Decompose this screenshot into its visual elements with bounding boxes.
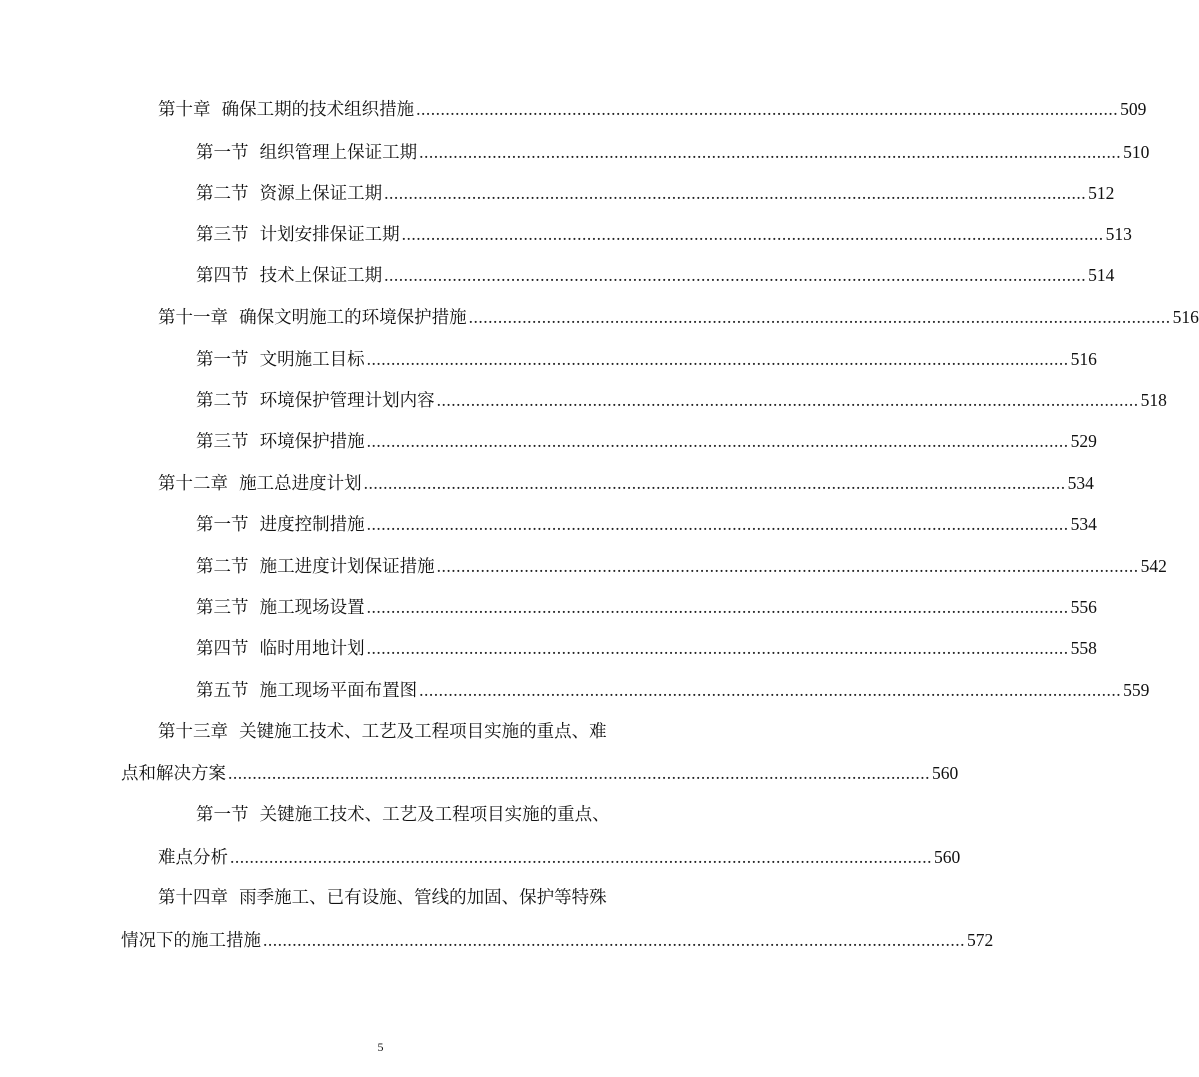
toc-entry-label: 情况下的施工措施: [121, 931, 261, 951]
toc-leader-dots: ................................................................................................................................................: [384, 265, 1087, 285]
toc-leader-dots: ................................................................................................................................................: [436, 390, 1139, 410]
toc-entry-chapter-14-line2[interactable]: [121, 928, 994, 953]
toc-page-number: 559: [1123, 680, 1150, 700]
toc-entry-label: 点和解决方案: [121, 764, 226, 784]
toc-page-number: 534: [1067, 473, 1094, 493]
toc-entry-section[interactable]: [196, 636, 1097, 661]
toc-page-number: 556: [1070, 597, 1097, 617]
toc-page-number: 572: [967, 930, 994, 950]
toc-entry-chapter-13-line2[interactable]: [121, 761, 959, 786]
toc-leader-dots: ................................................................................................................................................: [366, 349, 1069, 369]
toc-leader-dots: ................................................................................................................................................: [366, 597, 1069, 617]
toc-entry-chapter-13-line1[interactable]: 第十三章 关键施工技术、工艺及工程项目实施的重点、难: [158, 722, 607, 742]
toc-leader-dots: ................................................................................................................................................: [384, 183, 1087, 203]
toc-leader-dots: ................................................................................................................................................: [366, 638, 1069, 658]
toc-entry-chapter-11[interactable]: [158, 305, 1199, 330]
toc-leader-dots: ................................................................................................................................................: [366, 431, 1069, 451]
toc-page-number: 514: [1088, 265, 1115, 285]
toc-leader-dots: ................................................................................................................................................: [263, 930, 965, 950]
toc-leader-dots: ................................................................................................................................................: [419, 680, 1122, 700]
toc-entry-label: 难点分析: [158, 848, 228, 868]
toc-entry-label: 第四节 临时用地计划: [196, 639, 365, 659]
toc-page-number: 560: [932, 763, 959, 783]
toc-entry-label: 第一节 组织管理上保证工期: [196, 143, 418, 163]
toc-leader-dots: ................................................................................................................................................: [436, 556, 1139, 576]
toc-entry-chapter-12[interactable]: [158, 471, 1094, 496]
toc-leader-dots: ................................................................................................................................................: [228, 763, 930, 783]
page-footer-number: 5: [377, 1040, 384, 1054]
toc-entry-section[interactable]: [196, 595, 1097, 620]
toc-entry-label: 第五节 施工现场平面布置图: [196, 681, 418, 701]
toc-entry-label: 第二节 施工进度计划保证措施: [196, 557, 435, 577]
toc-leader-dots: ................................................................................................................................................: [401, 224, 1104, 244]
toc-entry-section[interactable]: [196, 140, 1150, 165]
toc-leader-dots: ................................................................................................................................................: [468, 307, 1171, 327]
toc-entry-label: 第一节 进度控制措施: [196, 515, 365, 535]
toc-entry-chapter-14-line1[interactable]: 第十四章 雨季施工、已有设施、管线的加固、保护等特殊: [158, 888, 607, 908]
toc-leader-dots: ................................................................................................................................................: [366, 514, 1069, 534]
toc-entry-section[interactable]: [196, 181, 1115, 206]
toc-entry-label: 第十一章 确保文明施工的环境保护措施: [158, 308, 467, 328]
toc-entry-label: 第三节 施工现场设置: [196, 598, 365, 618]
toc-page-number: 560: [934, 847, 961, 867]
toc-page-number: 542: [1140, 556, 1167, 576]
toc-entry-section[interactable]: [196, 263, 1115, 288]
toc-page-number: 509: [1120, 99, 1147, 119]
toc-entry-label: 第二节 环境保护管理计划内容: [196, 391, 435, 411]
toc-entry-label: 第四节 技术上保证工期: [196, 266, 383, 286]
toc-entry-label: 第三节 环境保护措施: [196, 432, 365, 452]
toc-page-number: 534: [1070, 514, 1097, 534]
toc-entry-section-line2[interactable]: [158, 845, 961, 870]
toc-entry-label: 第十章 确保工期的技术组织措施: [158, 100, 415, 120]
toc-leader-dots: ................................................................................................................................................: [416, 99, 1119, 119]
toc-page-number: 518: [1140, 390, 1167, 410]
toc-entry-section[interactable]: [196, 554, 1167, 579]
toc-page-number: 529: [1070, 431, 1097, 451]
toc-leader-dots: ................................................................................................................................................: [363, 473, 1066, 493]
toc-entry-section[interactable]: [196, 512, 1097, 537]
toc-entry-label: 第一节 文明施工目标: [196, 350, 365, 370]
toc-entry-label: 第三节 计划安排保证工期: [196, 225, 400, 245]
toc-entry-section[interactable]: [196, 678, 1150, 703]
toc-leader-dots: ................................................................................................................................................: [419, 142, 1122, 162]
toc-entry-section-line1[interactable]: 第一节 关键施工技术、工艺及工程项目实施的重点、: [196, 805, 610, 825]
toc-page-number: 510: [1123, 142, 1150, 162]
toc-entry-section[interactable]: [196, 222, 1132, 247]
toc-entry-chapter-10[interactable]: [158, 97, 1147, 122]
toc-entry-section[interactable]: [196, 347, 1097, 372]
toc-entry-section[interactable]: [196, 388, 1167, 413]
toc-page-number: 512: [1088, 183, 1115, 203]
toc-entry-section[interactable]: [196, 429, 1097, 454]
toc-page-number: 558: [1070, 638, 1097, 658]
toc-entry-label: 第十二章 施工总进度计划: [158, 474, 362, 494]
toc-leader-dots: ................................................................................................................................................: [230, 847, 932, 867]
toc-page-number: 513: [1105, 224, 1132, 244]
toc-page-number: 516: [1070, 349, 1097, 369]
toc-entry-label: 第二节 资源上保证工期: [196, 184, 383, 204]
toc-page-number: 516: [1172, 307, 1199, 327]
